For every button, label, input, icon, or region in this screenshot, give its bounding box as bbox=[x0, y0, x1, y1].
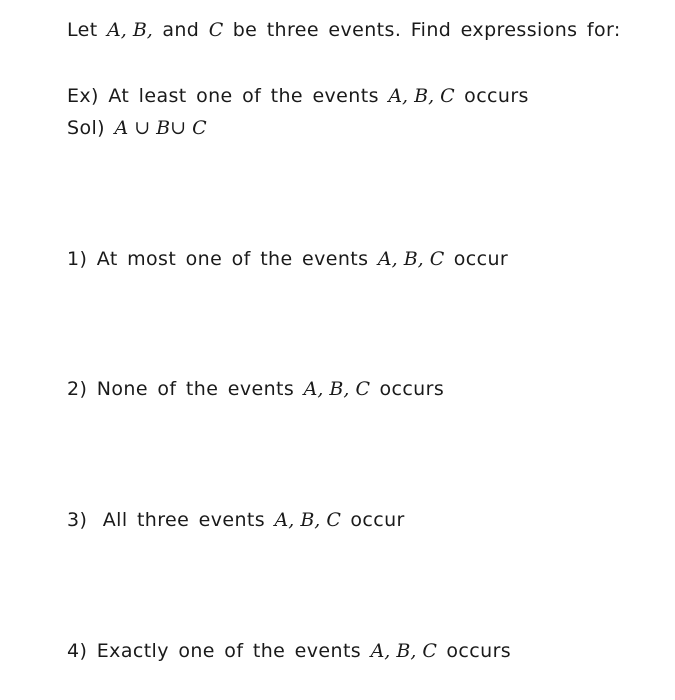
intro-rest: be three events. Find expressions for: bbox=[232, 19, 621, 41]
question-verb: occur bbox=[453, 248, 509, 270]
solution-expression: A ∪ B∪ C bbox=[114, 117, 207, 139]
question-number: 3) bbox=[67, 509, 88, 531]
question-text: Exactly one of the events bbox=[96, 640, 362, 662]
question-text: All three events bbox=[102, 509, 266, 531]
intro-sentence bbox=[67, 21, 621, 40]
intro-events-ab: A, B, bbox=[107, 19, 153, 41]
example-verb: occurs bbox=[464, 85, 529, 107]
question-events: A, B, C bbox=[377, 248, 445, 270]
question-number: 4) bbox=[67, 640, 88, 662]
question-2 bbox=[67, 380, 444, 399]
question-text: At most one of the events bbox=[96, 248, 369, 270]
question-events: A, B, C bbox=[303, 378, 371, 400]
question-events: A, B, C bbox=[274, 509, 341, 531]
question-verb: occurs bbox=[446, 640, 512, 662]
intro-let: Let bbox=[67, 19, 98, 41]
question-verb: occurs bbox=[379, 378, 445, 400]
question-3 bbox=[67, 511, 405, 530]
question-number: 1) bbox=[67, 248, 88, 270]
example-text: At least one of the events bbox=[108, 85, 379, 107]
intro-and: and bbox=[162, 19, 200, 41]
question-verb: occur bbox=[350, 509, 405, 531]
question-4 bbox=[67, 642, 511, 661]
example-prompt bbox=[67, 87, 529, 106]
question-1 bbox=[67, 250, 508, 269]
question-number: 2) bbox=[67, 378, 88, 400]
intro-event-c: C bbox=[208, 19, 224, 41]
question-text: None of the events bbox=[96, 378, 295, 400]
question-events: A, B, C bbox=[370, 640, 437, 662]
solution-label: Sol) bbox=[67, 117, 105, 139]
example-solution bbox=[67, 119, 207, 138]
example-events: A, B, C bbox=[388, 85, 455, 107]
example-label: Ex) bbox=[67, 85, 99, 107]
